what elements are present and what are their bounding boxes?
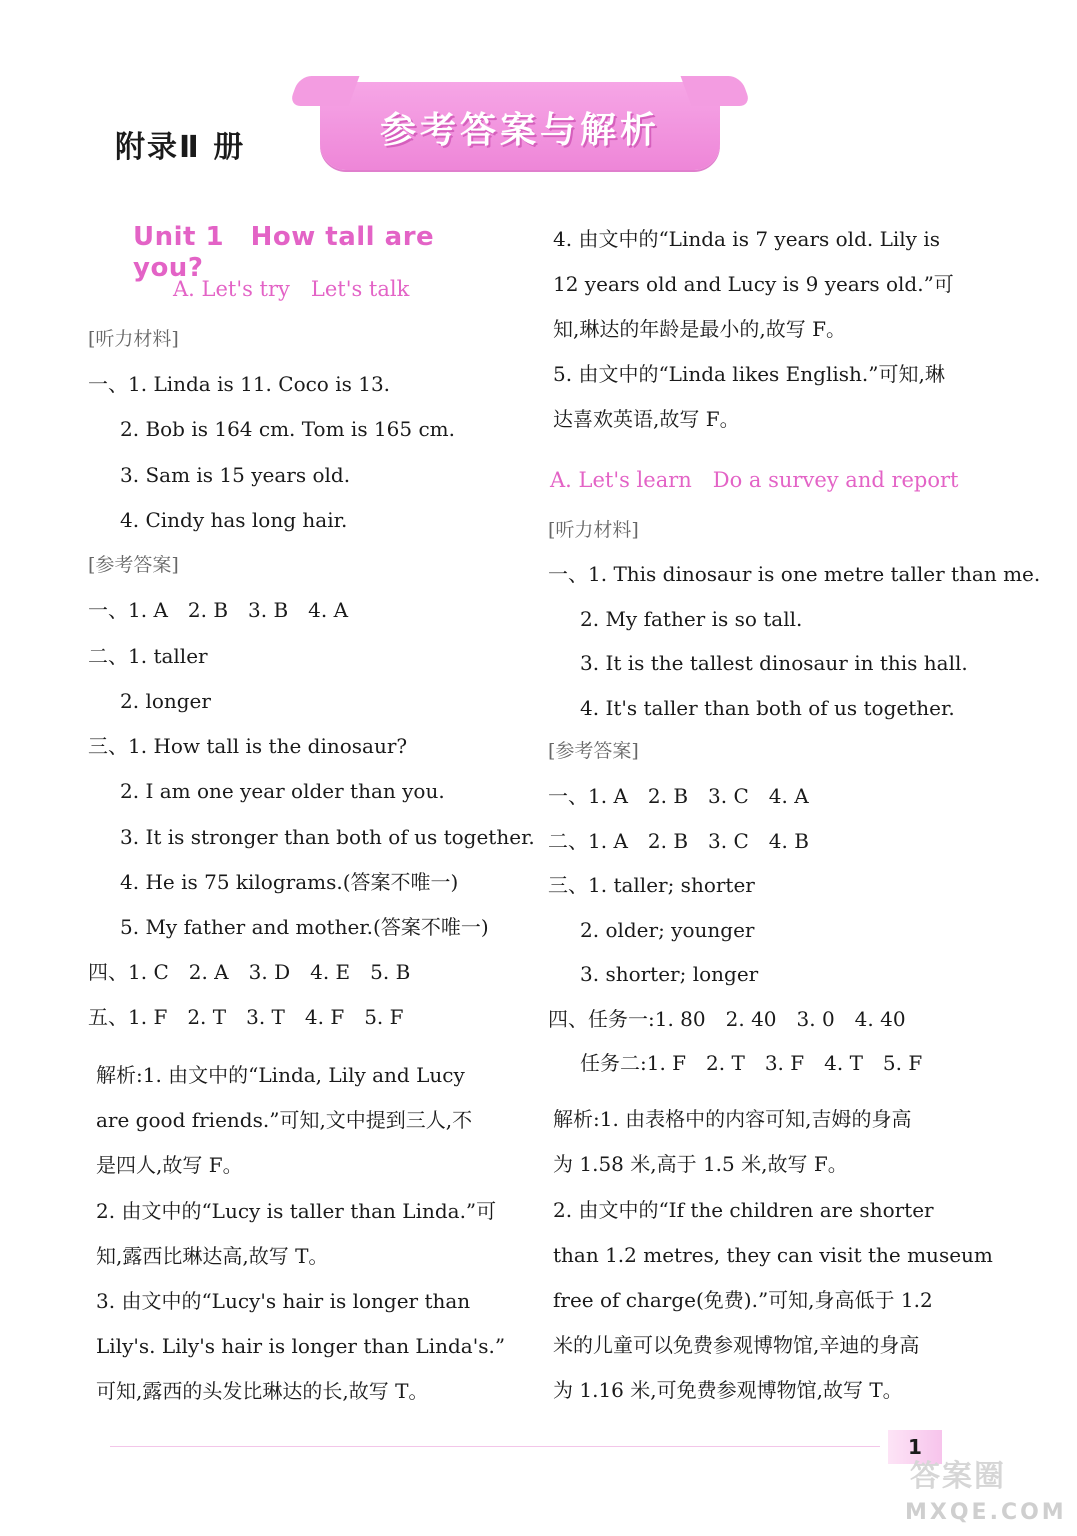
answer-line: 2. I am one year older than you. bbox=[120, 779, 445, 803]
listening-line: 2. My father is so tall. bbox=[580, 607, 803, 631]
analysis-line: 为 1.58 米,高于 1.5 米,故写 F。 bbox=[553, 1152, 848, 1176]
answer-line: 4. He is 75 kilograms.(答案不唯一) bbox=[120, 870, 459, 894]
appendix-label: 附录Ⅱ 册 bbox=[115, 130, 246, 165]
analysis-line: than 1.2 metres, they can visit the museum bbox=[553, 1243, 993, 1267]
listening-line: 2. Bob is 164 cm. Tom is 165 cm. bbox=[120, 417, 455, 441]
answer-line: 二、1. taller bbox=[88, 644, 208, 668]
banner-title: 参考答案与解析 bbox=[379, 110, 660, 151]
listening-label: [听力材料] bbox=[88, 328, 179, 350]
answer-line: 5. My father and mother.(答案不唯一) bbox=[120, 915, 489, 939]
analysis-line: 米的儿童可以免费参观博物馆,辛迪的身高 bbox=[553, 1333, 920, 1357]
title-banner bbox=[320, 82, 720, 170]
analysis-line: 4. 由文中的“Linda is 7 years old. Lily is bbox=[553, 227, 940, 251]
analysis-line: 5. 由文中的“Linda likes English.”可知,琳 bbox=[553, 362, 945, 386]
listening-line: 一、1. Linda is 11. Coco is 13. bbox=[88, 372, 391, 396]
answer-line: 五、1. F 2. T 3. T 4. F 5. F bbox=[88, 1005, 404, 1029]
analysis-line: 是四人,故写 F。 bbox=[96, 1153, 243, 1177]
answer-line: 四、任务一:1. 80 2. 40 3. 0 4. 40 bbox=[548, 1007, 906, 1031]
analysis-line: 知,琳达的年龄是最小的,故写 F。 bbox=[553, 317, 846, 341]
answer-label: [参考答案] bbox=[88, 554, 179, 576]
analysis-line: 2. 由文中的“Lucy is taller than Linda.”可 bbox=[96, 1199, 497, 1223]
answer-line: 任务二:1. F 2. T 3. F 4. T 5. F bbox=[580, 1051, 923, 1075]
answer-line: 3. shorter; longer bbox=[580, 962, 759, 986]
answer-line: 二、1. A 2. B 3. C 4. B bbox=[548, 829, 809, 853]
answer-line: 2. longer bbox=[120, 689, 211, 713]
listening-line: 一、1. This dinosaur is one metre taller than me. bbox=[548, 562, 1041, 586]
footer-divider bbox=[110, 1446, 880, 1447]
section-title: A. Let's try Let's talk bbox=[173, 277, 410, 301]
analysis-line: Lily's. Lily's hair is longer than Linda's.” bbox=[96, 1334, 506, 1358]
section-title: A. Let's learn Do a survey and report bbox=[550, 468, 959, 492]
analysis-line: 解析:1. 由表格中的内容可知,吉姆的身高 bbox=[553, 1107, 912, 1131]
answer-line: 四、1. C 2. A 3. D 4. E 5. B bbox=[88, 960, 411, 984]
answer-line: 三、1. taller; shorter bbox=[548, 873, 755, 897]
listening-line: 4. It's taller than both of us together. bbox=[580, 696, 955, 720]
answer-line: 2. older; younger bbox=[580, 918, 755, 942]
analysis-line: 12 years old and Lucy is 9 years old.”可 bbox=[553, 272, 954, 296]
answer-label: [参考答案] bbox=[548, 740, 639, 762]
analysis-line: 达喜欢英语,故写 F。 bbox=[553, 407, 740, 431]
watermark-logo: 答案圈 bbox=[910, 1459, 1006, 1494]
listening-line: 4. Cindy has long hair. bbox=[120, 508, 348, 532]
listening-line: 3. Sam is 15 years old. bbox=[120, 463, 351, 487]
analysis-line: 2. 由文中的“If the children are shorter bbox=[553, 1198, 934, 1222]
analysis-line: 可知,露西的头发比琳达的长,故写 T。 bbox=[96, 1379, 429, 1403]
analysis-line: are good friends.”可知,文中提到三人,不 bbox=[96, 1108, 473, 1132]
analysis-line: 3. 由文中的“Lucy's hair is longer than bbox=[96, 1289, 471, 1313]
answer-line: 三、1. How tall is the dinosaur? bbox=[88, 734, 408, 758]
watermark-url: MXQE.COM bbox=[905, 1500, 1067, 1525]
answer-line: 一、1. A 2. B 3. C 4. A bbox=[548, 784, 809, 808]
analysis-line: 知,露西比琳达高,故写 T。 bbox=[96, 1244, 329, 1268]
unit-title: Unit 1 How tall are you? bbox=[133, 222, 435, 283]
analysis-line: free of charge(免费).”可知,身高低于 1.2 bbox=[553, 1288, 933, 1312]
listening-line: 3. It is the tallest dinosaur in this hall. bbox=[580, 651, 968, 675]
answer-line: 一、1. A 2. B 3. B 4. A bbox=[88, 598, 349, 622]
answer-line: 3. It is stronger than both of us together. bbox=[120, 825, 535, 849]
listening-label: [听力材料] bbox=[548, 519, 639, 541]
page-number: 1 bbox=[888, 1430, 942, 1464]
analysis-line: 解析:1. 由文中的“Linda, Lily and Lucy bbox=[96, 1063, 465, 1087]
analysis-line: 为 1.16 米,可免费参观博物馆,故写 T。 bbox=[553, 1378, 903, 1402]
